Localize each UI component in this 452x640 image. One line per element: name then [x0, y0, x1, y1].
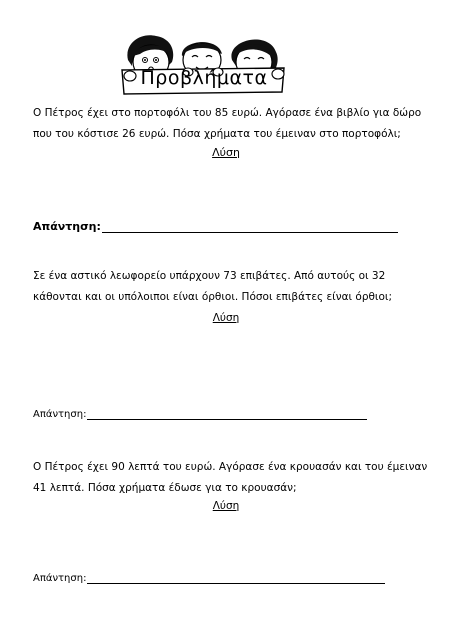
problem-2-answer-row: [33, 409, 367, 420]
problem-3-text: Ο Πέτρος έχει 90 λεπτά του ευρώ. Αγόρασε ένα κρουασάν και του έμειναν 41 λεπτά. Πόσα χρήματα έδωσε για το κρουασάν;: [33, 461, 428, 494]
problem-2-answer-label: Απάντηση:: [33, 409, 87, 420]
problem-1-answer-row: [33, 220, 398, 233]
page-title: Προβλήματα: [140, 67, 268, 89]
problem-1-answer-line[interactable]: [102, 231, 398, 233]
problem-3-answer-line[interactable]: [87, 582, 385, 584]
problem-1-text: Ο Πέτρος έχει στο πορτοφόλι του 85 ευρώ. Αγόρασε ένα βιβλίο για δώρο που του κόστισε 26 ευρώ. Πόσα χρήματα του έμειναν στο πορτοφόλι;: [33, 107, 422, 140]
problem-3-answer-label: Απάντηση:: [33, 573, 87, 584]
problem-2-answer-line[interactable]: [87, 418, 367, 420]
problem-1-solution-label: Λύση: [212, 146, 240, 159]
problem-3-answer-row: [33, 573, 385, 584]
problem-1-answer-label: Απάντηση:: [33, 220, 101, 233]
problem-2-solution-label: Λύση: [212, 312, 240, 324]
problem-3-solution-label: Λύση: [212, 500, 240, 512]
problem-2-text: Σε ένα αστικό λεωφορείο υπάρχουν 73 επιβάτες. Από αυτούς οι 32 κάθονται και οι υπόλοιποι είναι όρθιοι. Πόσοι επιβάτες είναι όρθιοι;: [33, 270, 392, 303]
